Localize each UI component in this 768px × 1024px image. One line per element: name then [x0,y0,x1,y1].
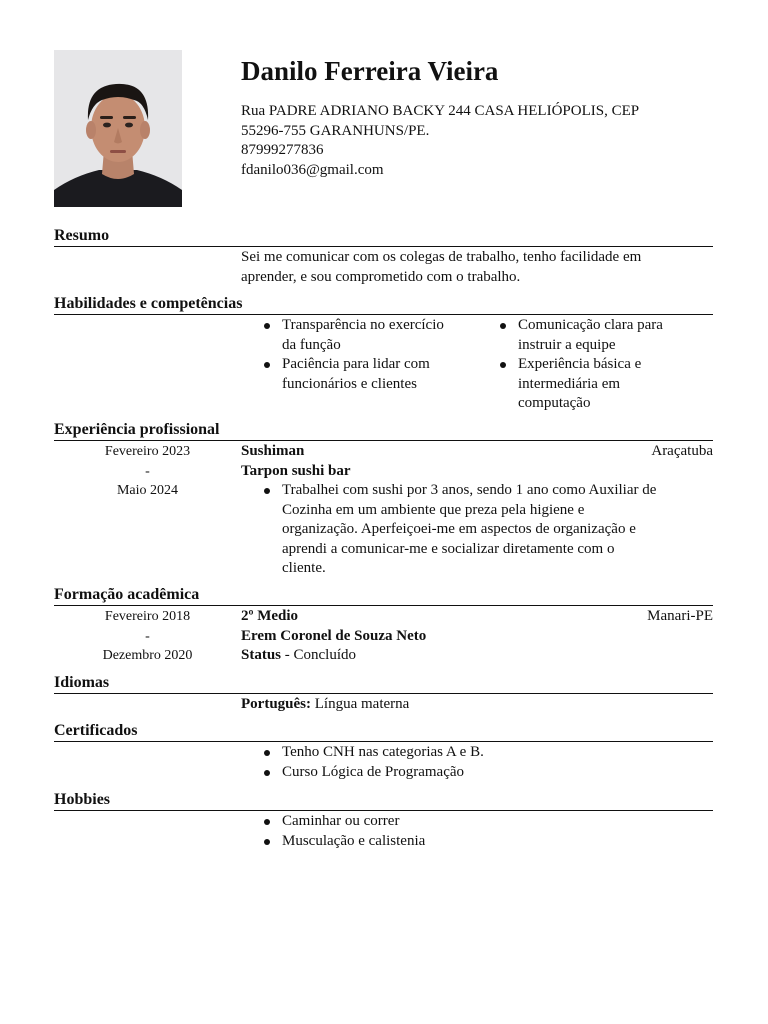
skills-columns [241,315,713,414]
email-address: fdanilo036@gmail.com [241,161,384,178]
language-entry [241,694,713,715]
experience-description [241,481,713,579]
phone-number: 87999277836 [241,142,324,158]
section-title: Idiomas [54,673,713,694]
list-item: Paciência para lidar com funcionários e clientes [241,355,477,394]
certificates-list [241,743,713,782]
list-item: Tenho CNH nas categorias A e B. [241,743,713,763]
section-summary [54,226,713,287]
summary-line: Sei me comunicar com os colegas de trabalho, tenho facilidade em [241,249,642,265]
section-title: Formação acadêmica [54,585,713,606]
school-name: Erem Coronel de Souza Neto [241,627,427,644]
section-certificates [54,721,713,782]
education-status: Status - Concluído [241,647,357,663]
address-line: 55296-755 GARANHUNS/PE. [241,122,430,139]
address-line: Rua PADRE ADRIANO BACKY 244 CASA HELIÓPOLIS, CEP [241,103,640,119]
language-name: Português: [241,696,311,712]
list-item: Experiência básica e intermediária em computação [477,355,713,414]
profile-photo [54,50,182,207]
list-item: Curso Lógica de Programação [241,763,713,783]
job-location: Araçatuba [651,443,713,459]
job-role: Sushiman [241,443,305,459]
list-item: Caminhar ou correr [241,812,713,832]
experience-entry [54,441,713,579]
candidate-name: Danilo Ferreira Vieira [241,56,499,86]
section-experience [54,420,713,579]
section-title: Experiência profissional [54,420,713,441]
language-level: Língua materna [311,696,410,712]
list-item: Comunicação clara para instruir a equipe [477,316,713,355]
experience-dates: Fevereiro 2023 - Maio 2024 [104,444,191,498]
skills-list-right [477,316,713,414]
contact-info [241,102,711,180]
section-hobbies [54,790,713,851]
summary-line: aprender, e sou comprometido com o trabalho. [241,268,521,285]
resume-header [241,54,711,180]
skills-list-left [241,316,477,414]
section-title: Hobbies [54,790,713,811]
school-location: Manari-PE [647,608,713,624]
education-dates: Fevereiro 2018 - Dezembro 2020 [102,609,193,663]
section-skills [54,294,713,414]
section-languages [54,673,713,715]
list-item: Transparência no exercício da função [241,316,477,355]
avatar-illustration [54,50,182,207]
education-entry [54,606,713,666]
list-item: Trabalhei com sushi por 3 anos, sendo 1 ano como Auxiliar de Cozinha em um ambiente que preza pela higiene e organização. Aperfeiçoei-me em aspectos de organização e aprendi a comunicar-me e socializar diretamente com o cliente. [241,481,713,579]
list-item: Musculação e calistenia [241,832,713,852]
company-name: Tarpon sushi bar [241,462,351,479]
hobbies-list [241,812,713,851]
degree-name: 2º Medio [241,608,299,624]
section-title: Resumo [54,226,713,247]
section-education [54,585,713,666]
summary-text [241,247,713,287]
section-title: Habilidades e competências [54,294,713,315]
section-title: Certificados [54,721,713,742]
